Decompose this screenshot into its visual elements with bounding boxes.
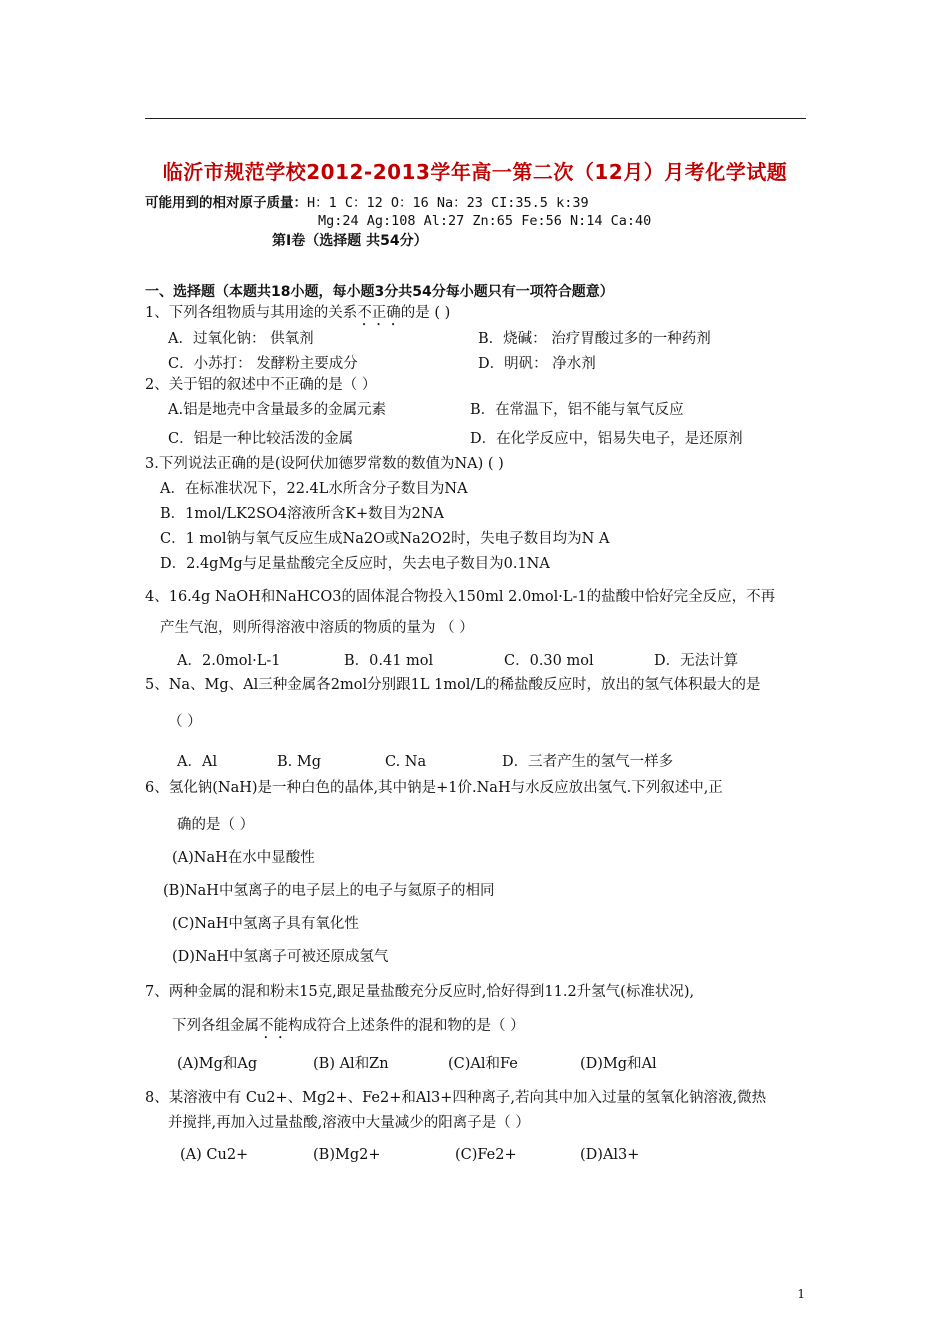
question-7-option-b: (B) Al和Zn <box>313 1056 389 1072</box>
question-5-stem-line2: （ ） <box>168 714 202 730</box>
question-7-option-d: (D)Mg和Al <box>580 1056 657 1072</box>
question-8-option-d: (D)Al3+ <box>580 1147 640 1163</box>
question-8-option-b: (B)Mg2+ <box>313 1147 381 1163</box>
header-rule <box>145 118 806 119</box>
question-8-option-a: (A) Cu2+ <box>180 1147 249 1163</box>
question-7-option-a: (A)Mg和Ag <box>177 1056 258 1072</box>
question-2-option-b: B．在常温下，铝不能与氧气反应 <box>470 402 684 418</box>
question-4-stem-line2: 产生气泡，则所得溶液中溶质的物质的量为 （ ） <box>160 620 474 636</box>
question-6-stem-line2: 确的是（ ） <box>177 817 255 833</box>
question-1-stem-pre: 1、下列各组物质与其用途的关系 <box>145 305 358 321</box>
question-6-option-a: (A)NaH在水中显酸性 <box>172 850 315 866</box>
question-3-option-c: C．1 mol钠与氧气反应生成Na2O或Na2O2时，失电子数目均为N A <box>160 531 610 547</box>
question-4-option-d: D．无法计算 <box>654 653 739 669</box>
question-4-option-c: C．0.30 mol <box>504 653 594 669</box>
question-6-stem-line1: 6、氢化钠(NaH)是一种白色的晶体,其中钠是+1价.NaH与水反应放出氢气.下列叙述中,正 <box>145 780 723 796</box>
question-8-option-c: (C)Fe2+ <box>455 1147 517 1163</box>
question-6-option-c: (C)NaH中氢离子具有氧化性 <box>172 916 359 932</box>
page-number: 1 <box>797 1287 805 1301</box>
question-3-option-d: D．2.4gMg与足量盐酸完全反应时，失去电子数目为0.1NA <box>160 556 550 572</box>
question-7-stem-line2 <box>172 1016 525 1042</box>
question-2-option-a: A.铝是地壳中含量最多的金属元素 <box>168 402 387 418</box>
question-1-option-a: A．过氧化钠： 供氧剂 <box>168 331 314 347</box>
question-3-option-b: B．1mol/LK2SO4溶液所含K+数目为2NA <box>160 506 444 522</box>
question-7-stem-line1: 7、两种金属的混和粉末15克,跟足量盐酸充分反应时,恰好得到11.2升氢气(标准状况), <box>145 984 695 1000</box>
question-4-option-b: B．0.41 mol <box>344 653 434 669</box>
page-title: 临沂市规范学校2012-2013学年高一第二次（12月）月考化学试题 <box>162 160 788 184</box>
question-5-option-d: D．三者产生的氢气一样多 <box>502 754 674 770</box>
part-heading: 一、选择题（本题共18小题，每小题3分共54分每小题只有一项符合题意） <box>145 284 614 300</box>
question-3-option-a: A．在标准状况下，22.4L水所含分子数目为NA <box>160 481 468 497</box>
question-1-option-b: B．烧碱： 治疗胃酸过多的一种药剂 <box>478 331 711 347</box>
question-1-stem-post: 的是 ( ) <box>400 305 451 321</box>
question-2-option-d: D．在化学反应中，铝易失电子，是还原剂 <box>470 431 743 447</box>
atomic-masses-label: 可能用到的相对原子质量： <box>145 195 307 211</box>
question-1-emphasis: 不正确 <box>357 305 401 321</box>
question-4-stem-line1: 4、16.4g NaOH和NaHCO3的固体混合物投入150ml 2.0mol·L-1的盐酸中恰好完全反应，不再 <box>145 589 776 605</box>
question-5-option-b: B. Mg <box>277 754 322 770</box>
question-7-stem-post: 构成符合上述条件的混和物的是（ ） <box>288 1018 525 1034</box>
question-8-stem-line2: 并搅拌,再加入过量盐酸,溶液中大量减少的阳离子是（ ） <box>168 1115 530 1131</box>
question-7-option-c: (C)Al和Fe <box>448 1056 518 1072</box>
question-5-stem-line1: 5、Na、Mg、Al三种金属各2mol分别跟1L 1mol/L的稀盐酸反应时，放出的氢气体积最大的是 <box>145 677 761 693</box>
question-1-option-c: C．小苏打： 发酵粉主要成分 <box>168 356 358 372</box>
question-3-stem: 3.下列说法正确的是(设阿伏加德罗常数的数值为NA) ( ) <box>145 456 504 472</box>
question-7-stem-pre: 下列各组金属 <box>172 1018 259 1034</box>
question-6-option-d: (D)NaH中氢离子可被还原成氢气 <box>172 949 389 965</box>
atomic-masses-values-1: H：1 C：12 O：16 Na：23 CI:35.5 k:39 <box>307 195 589 211</box>
question-2-option-c: C．铝是一种比较活泼的金属 <box>168 431 354 447</box>
question-8-stem-line1: 8、某溶液中有 Cu2+、Mg2+、Fe2+和Al3+四种离子,若向其中加入过量的氢氧化钠溶液,微热 <box>145 1090 767 1106</box>
atomic-masses-line1 <box>145 193 589 213</box>
question-1-option-d: D．明矾： 净水剂 <box>478 356 596 372</box>
question-7-emphasis: 不能 <box>259 1018 288 1034</box>
question-6-option-b: (B)NaH中氢离子的电子层上的电子与氦原子的相同 <box>163 883 495 899</box>
question-5-option-c: C. Na <box>385 754 427 770</box>
atomic-masses-values-2: Mg:24 Ag:108 Al:27 Zn:65 Fe:56 N:14 Ca:40 <box>318 213 652 229</box>
question-5-option-a: A．Al <box>177 754 218 770</box>
question-4-option-a: A．2.0mol·L-1 <box>177 653 281 669</box>
question-1-stem <box>145 303 450 329</box>
section-title: 第Ⅰ卷（选择题 共54分） <box>272 233 428 249</box>
question-2-stem: 2、关于铝的叙述中不正确的是（ ） <box>145 377 377 393</box>
